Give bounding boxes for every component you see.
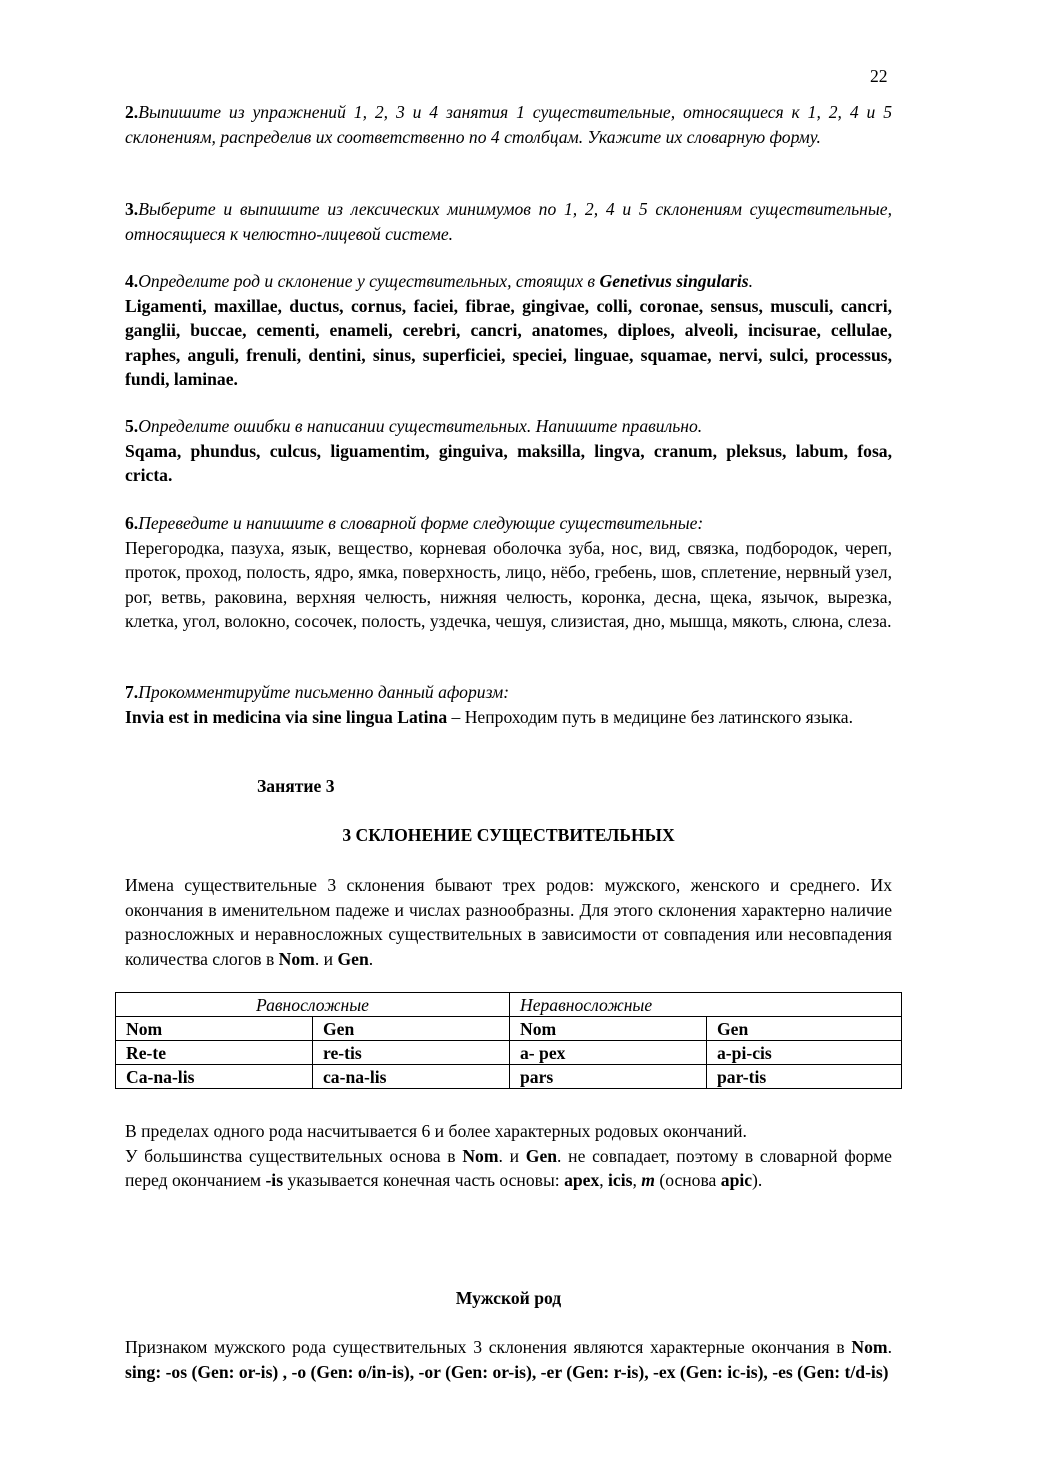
endings-note: В пределах одного рода насчитывается 6 и более характерных родовых окончаний. <box>125 1121 747 1141</box>
exercise-4 <box>125 269 892 392</box>
term-gen: Gen <box>337 948 369 969</box>
column-header: Nom <box>510 1017 707 1041</box>
table-row <box>116 1065 902 1089</box>
column-header: Nom <box>116 1017 313 1041</box>
exercise-3 <box>125 197 892 246</box>
exercise-number: 4. <box>125 271 139 291</box>
punctuation: . <box>748 271 753 291</box>
exercise-number: 2. <box>125 102 139 122</box>
text-run: (основа <box>654 1170 721 1190</box>
example-word: apex <box>564 1170 600 1190</box>
punctuation: . <box>887 1337 892 1357</box>
case-name: Genetivus singularis <box>599 271 749 291</box>
example-base: apic <box>720 1170 753 1190</box>
masculine-title: Мужской род <box>455 1288 562 1308</box>
intro-connector: . и <box>314 948 338 969</box>
exercise-instruction: Прокомментируйте письменно данный афоризм: <box>138 682 510 702</box>
exercise-number: 5. <box>125 416 139 436</box>
term-nom: Nom <box>462 1145 499 1166</box>
exercise-instruction: Выпишите из упражнений 1, 2, 3 и 4 занятия 1 существительные, относящиеся к 1, 2, 4 и 5 склонениям, распределив их соответственно по 4 столбцам. Укажите их словарную форму. <box>125 102 892 147</box>
text-run: указывается конечная часть основы: <box>283 1170 565 1190</box>
exercise-instruction: Выберите и выпишите из лексических минимумов по 1, 2, 4 и 5 склонениям существительные, относящиеся к челюстно-лицевой системе. <box>125 199 892 244</box>
masculine-paragraph <box>125 1335 892 1384</box>
latin-aphorism: Invia est in medicina via sine lingua Latina <box>125 706 448 727</box>
gender-mark: m <box>641 1170 655 1190</box>
table-cell: pars <box>510 1065 707 1089</box>
text-run: Признаком мужского рода существительных 3 склонения являются характерные окончания в <box>125 1337 852 1357</box>
intro-paragraph <box>125 873 892 971</box>
punctuation: , <box>599 1170 609 1190</box>
column-header: Gen <box>313 1017 510 1041</box>
intro-text: Имена существительные 3 склонения бывают трех родов: мужского, женского и среднего. Их окончания в именительном падеже и числах разнообразны. Для этого склонения характерно наличие разносложных и неравносложных существительных в зависимости от совпадения или несовпадения количества слогов в <box>125 875 892 969</box>
term-nom: Nom <box>278 948 315 969</box>
exercise-instruction: Определите род и склонение у существительных, стоящих в <box>138 271 600 291</box>
group-header-imparisyllabic: Неравносложные <box>510 993 902 1017</box>
ending-is: -is <box>265 1170 284 1190</box>
masculine-endings: sing: -os (Gen: or-is) , -o (Gen: o/in-is), -or (Gen: or-is), -er (Gen: r-is), -ex (Gen: ic-is), -es (Gen: t/d-is) <box>125 1361 889 1382</box>
term-gen: Gen <box>525 1145 558 1166</box>
punctuation: , <box>632 1170 642 1190</box>
table-cell: par-tis <box>707 1065 902 1089</box>
exercise-number: 7. <box>125 682 139 702</box>
section-title: 3 СКЛОНЕНИЕ СУЩЕСТВИТЕЛЬНЫХ <box>342 825 675 845</box>
base-explanation <box>125 1119 892 1193</box>
table-cell: ca-na-lis <box>313 1065 510 1089</box>
table-cell: Ca-na-lis <box>116 1065 313 1089</box>
term-nom: Nom <box>851 1337 888 1357</box>
group-header-equisyllabic: Равносложные <box>116 993 510 1017</box>
table-group-row <box>116 993 902 1017</box>
lesson-title: Занятие 3 <box>257 776 335 796</box>
exercise-number: 6. <box>125 513 139 533</box>
table-cell: a-pi-cis <box>707 1041 902 1065</box>
column-header: Gen <box>707 1017 902 1041</box>
text-run: . и <box>498 1145 526 1166</box>
page-number: 22 <box>870 66 888 86</box>
table-header-row <box>116 1017 902 1041</box>
table-cell: Re-te <box>116 1041 313 1065</box>
example-genitive: icis <box>608 1170 633 1190</box>
exercise-words: Перегородка, пазуха, язык, вещество, корневая оболочка зуба, нос, вид, связка, подбородок, череп, проток, проход, полость, ядро, ямка, поверхность, лицо, нёбо, гребень, шов, сплетение, нервный узел, рог, ветвь, раковина, верхняя челюсть, нижняя челюсть, коронка, десна, щека, язычок, вырезка, клетка, угол, волокно, сосочек, полость, уздечка, чешуя, слизистая, дно, мышца, мякоть, слюна, слеза. <box>125 537 892 631</box>
aphorism-translation: – Непроходим путь в медицине без латинского языка. <box>447 706 854 727</box>
exercise-words: Ligamenti, maxillae, ductus, cornus, faciei, fibrae, gingivae, colli, coronae, sensus, musculi, cancri, ganglii, buccae, cementi, enameli, cerebri, cancri, anatomes, diploes, alveoli, incisurae, cellulae, raphes, anguli, frenuli, dentini, sinus, superficiei, speciei, linguae, squamae, nervi, sulci, processus, fundi, laminae. <box>125 295 892 389</box>
exercise-7 <box>125 680 892 729</box>
exercise-5 <box>125 414 892 488</box>
declension-table <box>115 992 902 1089</box>
exercise-instruction: Переведите и напишите в словарной форме следующие существительные: <box>138 513 704 533</box>
text-run: . не совпадает, поэтому в словарной форме перед окончанием <box>125 1145 892 1190</box>
text-run: У большинства существительных основа в <box>125 1145 463 1166</box>
exercise-2 <box>125 100 892 149</box>
punctuation: ). <box>752 1170 763 1190</box>
table-cell: re-tis <box>313 1041 510 1065</box>
punctuation: . <box>368 948 374 969</box>
exercise-words: Sqama, phundus, culcus, liguamentim, ginguiva, maksilla, lingva, cranum, pleksus, labum, fosa, cricta. <box>125 440 892 485</box>
table-row <box>116 1041 902 1065</box>
table-cell: a- pex <box>510 1041 707 1065</box>
exercise-instruction: Определите ошибки в написании существительных. Напишите правильно. <box>138 416 703 436</box>
exercise-number: 3. <box>125 199 139 219</box>
exercise-6 <box>125 511 892 634</box>
